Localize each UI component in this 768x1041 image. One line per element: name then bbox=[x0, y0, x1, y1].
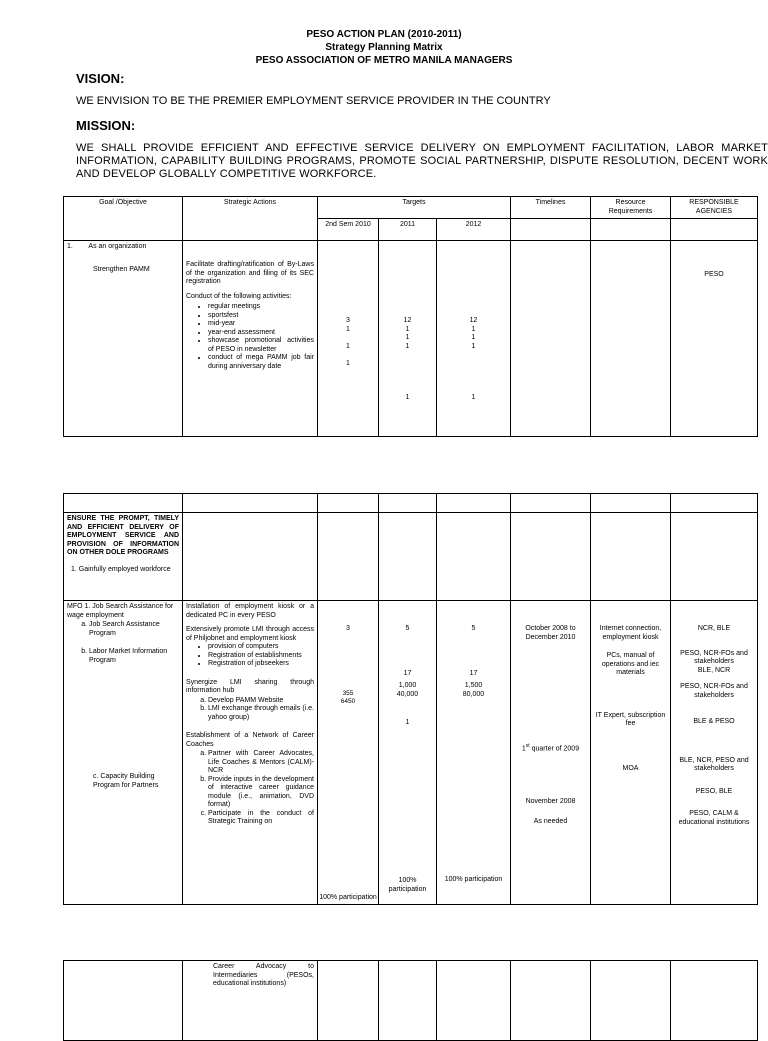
document-subtitle: Strategy Planning Matrix bbox=[325, 42, 443, 53]
strategic-actions-cell: Career Advocacy to Intermediaries (PESOs, educational institutions) bbox=[183, 961, 318, 1041]
strategic-actions-cell: Installation of employment kiosk or a dedicated PC in every PESO Extensively promote LMI through access of Philjobnet and employment kiosk • provision of computers • Registration of establishments • Registration of jobseekers Synergize LMI sharing through information hub a. Develop PAMM Website b. LMI exchange through emails (i.e. yahoo group) Establishment of a Network of Career Coaches a. Partner with Career Advocates, Life Coaches & Mentors (CALM)-NCR b. Provide inputs in the development of interactive career guidance module (i.e., animation, DVD format) c. Participate in the conduct of Strategic Training on bbox=[183, 601, 318, 905]
header-actions: Strategic Actions bbox=[183, 197, 318, 241]
header-target-2011: 2011 bbox=[379, 219, 437, 241]
target-2012-cell: 5 17 1,500 80,000 100% participation bbox=[437, 601, 511, 905]
resources-cell: Internet connection, employment kiosk PCs, manual of operations and iec materials IT Expert, subscription fee MOA bbox=[591, 601, 671, 905]
header-resources: Resource Requirements bbox=[591, 197, 671, 219]
target-2011-cell: 5 17 1,000 40,000 1 100% participation bbox=[379, 601, 437, 905]
organization-name: PESO ASSOCIATION OF METRO MANILA MANAGERS bbox=[255, 55, 513, 66]
table-row bbox=[64, 961, 758, 1041]
mission-text: WE SHALL PROVIDE EFFICIENT AND EFFECTIVE SERVICE DELIVERY ON EMPLOYMENT FACILITATION, LABOR MARKET INFORMATION, CAPABILITY BUILDING PROGRAMS, PROMOTE SOCIAL PARTNERSHIP, DISPUTE RESOLUTION, DECENT WORK AND DEVELOP GLOBALLY COMPETITIVE WORKFORCE. bbox=[76, 142, 768, 180]
target-2010-cell: 3 355 6450 100% participation bbox=[318, 601, 379, 905]
mfo-cell: MFO 1. Job Search Assistance for wage employment a. Job Search Assistance Program b. Labor Market Information Program c. Capacity Building Program for Partners bbox=[64, 601, 183, 905]
vision-label: VISION: bbox=[76, 71, 125, 86]
header-agencies: RESPONSIBLE AGENCIES bbox=[671, 197, 758, 219]
header-targets: Targets bbox=[318, 197, 511, 219]
header-goal: Goal /Objective bbox=[64, 197, 183, 241]
agency-cell: PESO bbox=[671, 241, 758, 437]
header-target-2012: 2012 bbox=[437, 219, 511, 241]
header-target-2010: 2nd Sem 2010 bbox=[318, 219, 379, 241]
goal-cell: ENSURE THE PROMPT, TIMELY AND EFFICIENT DELIVERY OF EMPLOYMENT SERVICE AND PROVISION OF INFORMATION ON OTHER DOLE PROGRAMS 1. Gainfully employed workforce bbox=[64, 513, 183, 601]
strategic-actions-cell: Facilitate drafting/ratification of By-Laws of the organization and filing of its SEC registration Conduct of the following activities: • regular meetings • sportsfest • mid-year • year-end assessment • showcase promotional activities of PESO in newsletter • conduct of mega PAMM job fair during anniversary date bbox=[183, 241, 318, 437]
vision-text: WE ENVISION TO BE THE PREMIER EMPLOYMENT SERVICE PROVIDER IN THE COUNTRY bbox=[76, 95, 551, 107]
timelines-cell: October 2008 to December 2010 1st quarter of 2009 November 2008 As needed bbox=[511, 601, 591, 905]
table-row bbox=[64, 241, 758, 437]
table-row bbox=[64, 601, 758, 905]
target-2012-cell: 12 1 1 1 1 bbox=[437, 241, 511, 437]
mission-label: MISSION: bbox=[76, 118, 136, 133]
target-2010-cell: 3 1 1 1 bbox=[318, 241, 379, 437]
action-plan-table-2 bbox=[63, 493, 758, 905]
document-title: PESO ACTION PLAN (2010-2011) bbox=[306, 29, 462, 40]
header-timelines: Timelines bbox=[511, 197, 591, 219]
goal-cell: 1. As an organization Strengthen PAMM bbox=[64, 241, 183, 437]
target-2011-cell: 12 1 1 1 1 bbox=[379, 241, 437, 437]
action-plan-table-3 bbox=[63, 960, 758, 1041]
agencies-cell: NCR, BLE PESO, NCR-FOs and stakeholders BLE, NCR PESO, NCR-FOs and stakeholders BLE & PESO BLE, NCR, PESO and stakeholders PESO, BLE PESO, CALM & educational institutions bbox=[671, 601, 758, 905]
table-row bbox=[64, 513, 758, 601]
action-plan-table-1 bbox=[63, 196, 758, 437]
